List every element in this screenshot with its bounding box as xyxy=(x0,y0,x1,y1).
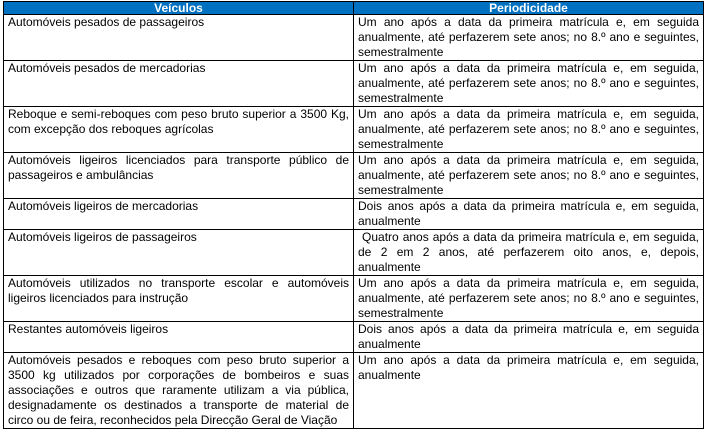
table-row xyxy=(4,153,704,199)
vehicle-cell: Automóveis pesados e reboques com peso bruto superior a 3500 kg utilizados por corporações de bombeiros e suas associações e outros que raramente utilizam a via pública, designadamente os destinados a transporte de material de circo ou de feira, reconhecidos pela Direcção Geral de Viação xyxy=(4,353,354,429)
table-header-row xyxy=(4,2,704,15)
table-row xyxy=(4,353,704,429)
period-cell: Dois anos após a data da primeira matrícula e, em seguida anualmente xyxy=(354,322,704,353)
table-row xyxy=(4,199,704,230)
period-cell: Um ano após a data da primeira matrícula e, em seguida, anualmente xyxy=(354,353,704,429)
period-cell: Um ano após a data da primeira matrícula e, em seguida, anualmente, até perfazerem sete anos; no 8.º ano e seguintes, semestralmente xyxy=(354,276,704,322)
inspection-periodicity-table xyxy=(3,1,704,429)
table-row xyxy=(4,230,704,276)
period-cell: Um ano após a data da primeira matrícula e, em seguida anualmente, até perfazerem sete anos; no 8.º ano e seguintes, semestralmente xyxy=(354,15,704,61)
vehicle-cell: Restantes automóveis ligeiros xyxy=(4,322,354,353)
period-cell: Quatro anos após a data da primeira matrícula e, em seguida, de 2 em 2 anos, até perfazerem oito anos, e, depois, anualmente xyxy=(354,230,704,276)
vehicle-cell: Automóveis pesados de passageiros xyxy=(4,15,354,61)
vehicle-cell: Automóveis pesados de mercadorias xyxy=(4,61,354,107)
vehicle-cell: Automóveis ligeiros de passageiros xyxy=(4,230,354,276)
table-row xyxy=(4,107,704,153)
table-row xyxy=(4,15,704,61)
period-cell: Dois anos após a data da primeira matrícula e, em seguida, anualmente xyxy=(354,199,704,230)
vehicle-cell: Automóveis ligeiros licenciados para transporte público de passageiros e ambulâncias xyxy=(4,153,354,199)
header-vehicles: Veículos xyxy=(4,2,354,15)
header-periodicity: Periodicidade xyxy=(354,2,704,15)
vehicle-cell: Reboque e semi-reboques com peso bruto superior a 3500 Kg, com excepção dos reboques agrícolas xyxy=(4,107,354,153)
vehicle-cell: Automóveis ligeiros de mercadorias xyxy=(4,199,354,230)
table-row xyxy=(4,276,704,322)
table-row xyxy=(4,61,704,107)
period-cell: Um ano após a data da primeira matrícula e, em seguida, anualmente, até perfazerem sete anos; no 8.º ano e seguintes, semestralmente xyxy=(354,107,704,153)
vehicle-cell: Automóveis utilizados no transporte escolar e automóveis ligeiros licenciados para instrução xyxy=(4,276,354,322)
period-cell: Um ano após a data da primeira matrícula e, em seguida, anualmente, até perfazerem sete anos; no 8.º ano e seguintes, semestralmente xyxy=(354,61,704,107)
table-row xyxy=(4,322,704,353)
period-cell: Um ano após a data da primeira matrícula e, em seguida, anualmente, até perfazerem sete anos; no 8.º ano e seguintes, semestralmente xyxy=(354,153,704,199)
